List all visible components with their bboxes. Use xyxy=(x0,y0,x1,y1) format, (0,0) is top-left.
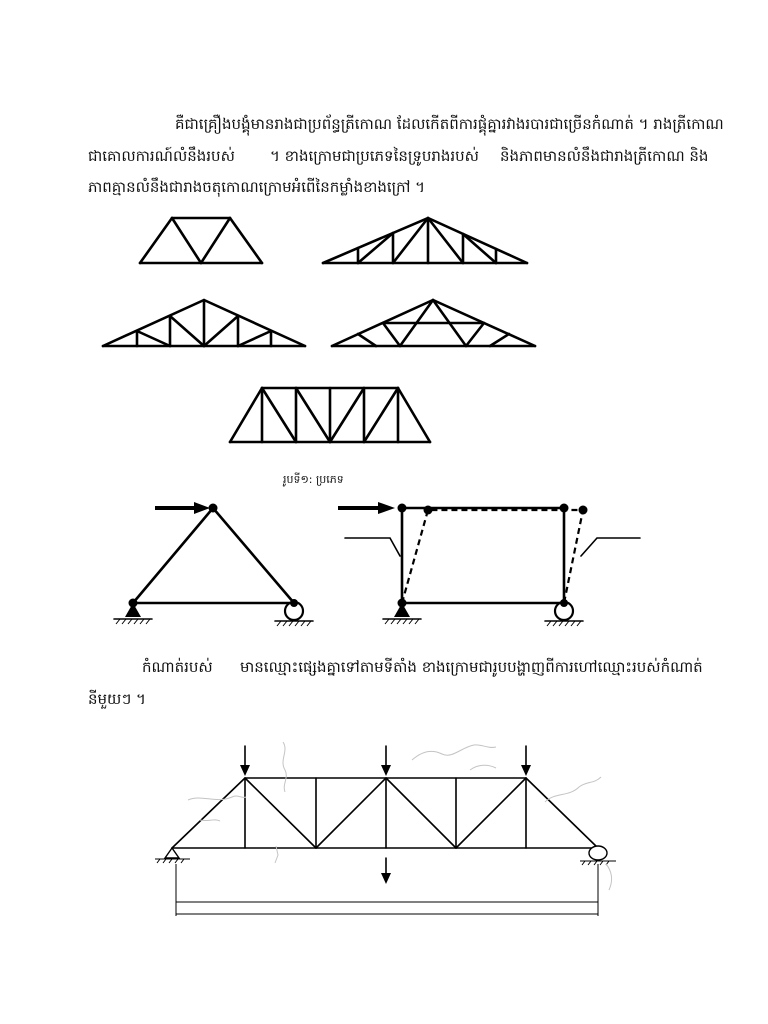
load-arrow-down xyxy=(381,858,391,884)
deformed-shape-dashed xyxy=(402,510,583,603)
diagonal-member xyxy=(238,331,271,346)
end-post-left xyxy=(230,388,262,442)
diagonal-member xyxy=(386,778,456,848)
rectangle-frame xyxy=(402,508,564,603)
intro-line-2-part-1: ជាគោលការណ៍លំនឹងរបស់ xyxy=(88,147,235,165)
unstable-rectangle-diagram xyxy=(338,502,640,626)
diagonal-member xyxy=(364,388,398,442)
diagonal-member xyxy=(204,316,238,346)
joint-node xyxy=(579,506,588,515)
end-post-right xyxy=(526,778,598,848)
truss-type-pratt-bridge xyxy=(230,388,430,442)
intro-line-1: គឺជាគ្រឿងបង្គុំមានរាងជាប្រព័ន្ធត្រីកោណ ដែលកើតពីការផ្គុំគ្នារវាងរបារជាច្រើនកំណាត់ ។ រាងត្រីកោណ xyxy=(175,115,724,133)
leader-line-left xyxy=(345,538,400,556)
joint-node xyxy=(398,504,407,513)
intro-line-2-part-2: ។ ខាងក្រោមជាប្រភេទនៃទ្រូបរាងរបស់ xyxy=(270,147,479,165)
diagonal-member xyxy=(316,778,386,848)
diagonal-member xyxy=(296,388,330,442)
diagonal-member xyxy=(358,334,376,346)
stable-triangle-diagram xyxy=(114,502,313,626)
diagonal-member xyxy=(137,331,170,346)
diagonal-member xyxy=(383,323,400,346)
diagonal-member xyxy=(490,334,509,346)
diagonal-member xyxy=(358,233,393,263)
end-post-left xyxy=(172,778,245,848)
joint-node xyxy=(560,504,569,513)
intro-line-3: ភាពគ្មានលំនឹងជារាងចតុកោណក្រោមអំពើនៃកម្លាំងខាងក្រៅ ។ xyxy=(88,178,426,196)
span-dimension-line xyxy=(176,864,598,916)
truss-type-warren-small xyxy=(140,218,262,263)
truss-type-howe-roof xyxy=(323,218,527,263)
pencil-scribbles xyxy=(188,742,612,890)
joint-node xyxy=(209,504,218,513)
lateral-force-arrow-head xyxy=(378,502,395,514)
end-post-left xyxy=(140,218,172,263)
leader-line-right xyxy=(581,538,640,556)
diagonal-member xyxy=(172,218,201,263)
pin-support xyxy=(155,848,190,863)
members-line-1-part-1: កំណាត់របស់ xyxy=(142,658,213,676)
load-arrow-down xyxy=(521,746,531,776)
pin-support xyxy=(383,603,421,624)
diagonal-member xyxy=(245,778,316,848)
figure-caption: រូបទី១: ប្រភេទ xyxy=(283,473,344,486)
joint-node xyxy=(424,506,433,515)
end-post-right xyxy=(398,388,430,442)
diagonal-member xyxy=(330,388,364,442)
truss-type-fink-roof xyxy=(332,300,535,346)
diagonal-member xyxy=(262,388,296,442)
load-arrow-down xyxy=(240,746,250,776)
truss-type-pratt-roof xyxy=(103,300,305,346)
triangle-sides xyxy=(133,508,294,603)
members-line-1-part-2: មានឈ្មោះផ្សេងគ្នាទៅតាមទីតាំង ខាងក្រោមជារូបបង្ហាញពីការហៅឈ្មោះរបស់កំណាត់ xyxy=(240,658,703,676)
end-post-right xyxy=(230,218,262,263)
intro-line-2-part-3: និងភាពមានលំនឹងជារាងត្រីកោណ និង xyxy=(500,147,709,165)
diagonal-member xyxy=(201,218,230,263)
member-naming-truss xyxy=(155,742,616,916)
load-arrow-down xyxy=(381,746,391,776)
diagonal-member xyxy=(463,234,496,263)
diagonal-member xyxy=(456,778,526,848)
roller-support xyxy=(580,846,616,865)
diagonal-member xyxy=(466,323,484,346)
pin-support xyxy=(114,603,152,624)
members-line-2: នីមួយៗ ។ xyxy=(88,690,146,708)
diagonal-member xyxy=(170,316,204,346)
lateral-force-arrow-head xyxy=(194,502,210,514)
